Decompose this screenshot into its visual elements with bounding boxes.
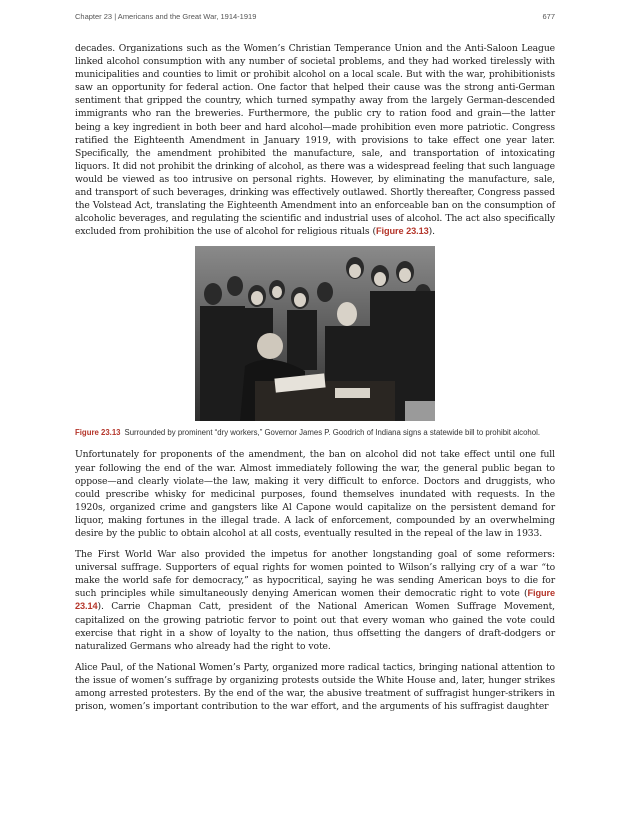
figure-reference-link[interactable]: Figure 23.13 xyxy=(376,226,429,237)
figure-23-13 xyxy=(75,246,555,438)
page-number: 677 xyxy=(542,12,555,21)
page-header xyxy=(75,12,555,21)
chapter-title: Chapter 23 | Americans and the Great War, 1914-1919 xyxy=(75,12,257,21)
figure-label: Figure 23.13 xyxy=(75,428,121,438)
caption-text: Surrounded by prominent “dry workers,” Governor James P. Goodrich of Indiana signs a statewide bill to prohibit alcohol. xyxy=(124,428,540,438)
figure-caption xyxy=(75,428,555,438)
paragraph-suffrage: The First World War also provided the impetus for another longstanding goal of some reformers: universal suffrage. Supporters of equal rights for women pointed to Wilson’s rallying cry of a war “to make the world safe for democracy,” as hypocritical, saying he was sending American boys to die for such principles while simultaneously denying American women their democratic right to vote (Figure 23.14). Carrie Chapman Catt, president of the National American Women Suffrage Movement, capitalized on the growing patriotic fervor to point out that every woman who gained the vote could exercise that right in a show of loyalty to the nation, thus offsetting the dangers of draft-dodgers or naturalized Germans who already had the right to vote. xyxy=(75,549,555,652)
figure-reference-link[interactable]: Figure 23.14 xyxy=(75,588,555,612)
paragraph-repeal: Unfortunately for proponents of the amendment, the ban on alcohol did not take effect until one full year following the end of the war. Almost immediately following the war, the general public began to oppose—and clearly violate—the law, making it very difficult to enforce. Doctors and druggists, who could prescribe whisky for medicinal purposes, found themselves inundated with requests. In the 1920s, organized crime and gangsters like Al Capone would capitalize on the persistent demand for liquor, making fortunes in the illegal trade. A lack of enforcement, compounded by an overwhelming desire by the public to obtain alcohol at all costs, eventually resulted in the repeal of the law in 1933. xyxy=(75,449,555,539)
paragraph-prohibition: decades. Organizations such as the Women’s Christian Temperance Union and the Anti-Saloon League linked alcohol consumption with any number of societal problems, and they had worked tirelessly with municipalities and counties to limit or prohibit alcohol on a local scale. But with the war, prohibitionists saw an opportunity for federal action. One factor that helped their cause was the strong anti-German sentiment that gripped the country, which turned sympathy away from the largely German-descended immigrants who ran the breweries. Furthermore, the public cry to ration food and grain—the latter being a key ingredient in both beer and hard alcohol—made prohibition even more patriotic. Congress ratified the Eighteenth Amendment in January 1919, with provisions to take effect one year later. Specifically, the amendment prohibited the manufacture, sale, and transportation of intoxicating liquors. It did not prohibit the drinking of alcohol, as there was a widespread feeling that such language would be viewed as too intrusive on personal rights. However, by eliminating the manufacture, sale, and transport of such beverages, drinking was effectively outlawed. Shortly thereafter, Congress passed the Volstead Act, translating the Eighteenth Amendment into an enforceable ban on the consumption of alcoholic beverages, and regulating the scientific and industrial uses of alcohol. The act also specifically excluded from prohibition the use of alcohol for religious rituals (Figure 23.13). xyxy=(75,43,555,238)
paragraph-alice-paul: Alice Paul, of the National Women’s Party, organized more radical tactics, bringing national attention to the issue of women’s suffrage by organizing protests outside the White House and, later, hunger strikes among arrested protesters. By the end of the war, the abusive treatment of suffragist hunger-strikers in prison, women’s important contribution to the war effort, and the arguments of his suffragist daughter xyxy=(75,661,555,713)
page-content xyxy=(75,42,555,721)
governor-signing-photo xyxy=(195,246,435,421)
